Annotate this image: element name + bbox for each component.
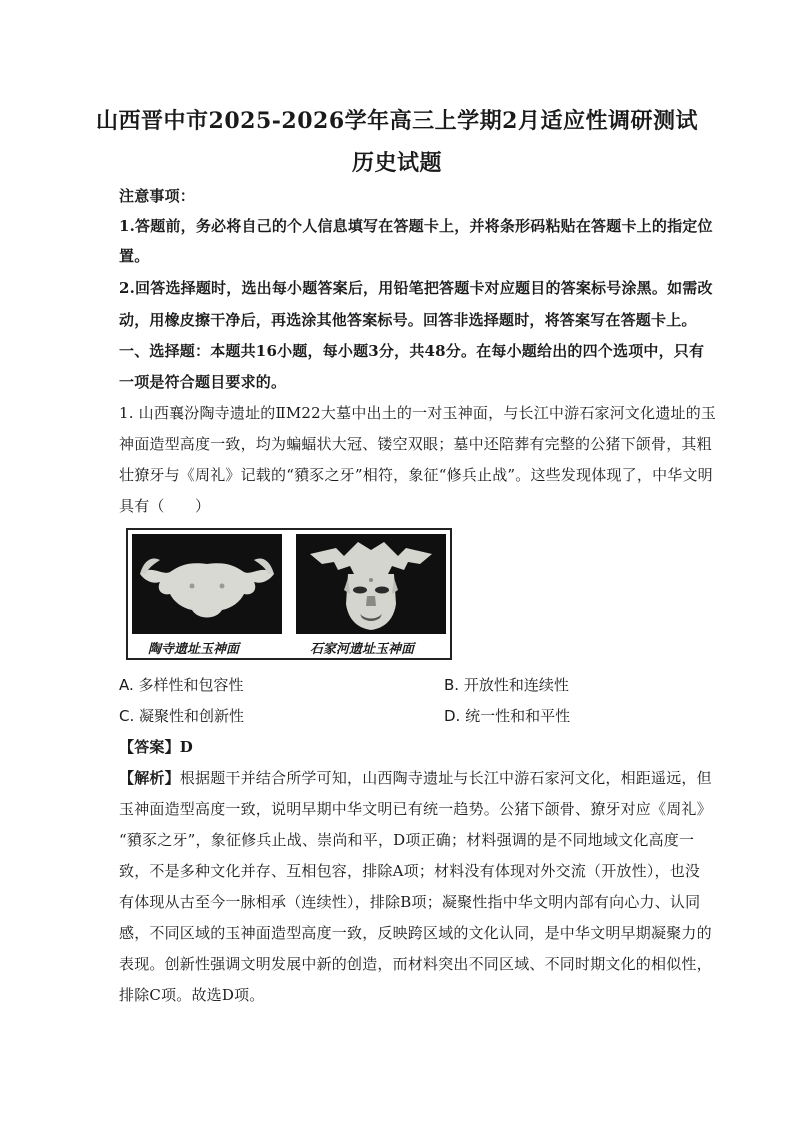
analysis-line-7: 表现。创新性强调文明发展中新的创造，而材料突出不同区域、不同时期文化的相似性， bbox=[119, 955, 712, 973]
analysis-line-4: 致，不是多种文化并存、互相包容，排除A项；材料没有体现对外交流（开放性），也没 bbox=[119, 862, 701, 880]
analysis-line-1 bbox=[119, 768, 712, 788]
notice-item-2: 2.回答选择题时，选出每小题答案后，用铅笔把答题卡对应题目的答案标号涂黑。如需改 bbox=[119, 279, 713, 297]
analysis-line-2: 玉神面造型高度一致，说明早期中华文明已有统一趋势。公猪下颌骨、獠牙对应《周礼》 bbox=[119, 800, 712, 818]
figure-caption-left: 陶寺遗址玉神面 bbox=[148, 642, 240, 657]
analysis-line-8: 排除C项。故选D项。 bbox=[119, 986, 265, 1004]
analysis-label: 【解析】 bbox=[119, 769, 180, 787]
analysis-line-5: 有体现从古至今一脉相承（连续性），排除B项；凝聚性指中华文明内部有向心力、认同 bbox=[119, 893, 701, 911]
option-a: A. 多样性和包容性 bbox=[119, 676, 244, 694]
shijiahe-jade-mask-image bbox=[296, 534, 446, 634]
section-heading: 一、选择题：本题共16小题，每小题3分，共48分。在每小题给出的四个选项中，只有 bbox=[119, 342, 705, 360]
question-stem-line-1: 1. 山西襄汾陶寺遗址的ⅡM22大墓中出土的一对玉神面，与长江中游石家河文化遗址的玉 bbox=[119, 404, 717, 422]
question-stem-line-4: 具有（ ） bbox=[119, 497, 211, 515]
question-figure bbox=[126, 528, 452, 660]
taosi-jade-mask-image bbox=[132, 534, 282, 634]
notice-heading: 注意事项： bbox=[119, 187, 196, 205]
option-c: C. 凝聚性和创新性 bbox=[119, 707, 245, 725]
analysis-line-6: 感，不同区域的玉神面造型高度一致，反映跨区域的文化认同，是中华文明早期凝聚力的 bbox=[119, 924, 712, 942]
answer-text: 【答案】D bbox=[119, 738, 194, 756]
page-title: 山西晋中市2025-2026学年高三上学期2月适应性调研测试 bbox=[96, 108, 698, 134]
figure-caption-right: 石家河遗址玉神面 bbox=[310, 642, 415, 657]
answer-line bbox=[119, 737, 679, 757]
option-b: B. 开放性和连续性 bbox=[444, 676, 569, 694]
notice-item-2-cont: 动，用橡皮擦干净后，再选涂其他答案标号。回答非选择题时，将答案写在答题卡上。 bbox=[119, 311, 697, 329]
analysis-text-1: 根据题干并结合所学可知，山西陶寺遗址与长江中游石家河文化，相距遥远，但 bbox=[179, 769, 712, 787]
notice-item-1: 1.答题前，务必将自己的个人信息填写在答题卡上，并将条形码粘贴在答题卡上的指定位 bbox=[119, 217, 713, 235]
notice-item-1-cont: 置。 bbox=[119, 247, 150, 265]
option-d: D. 统一性和和平性 bbox=[444, 707, 571, 725]
analysis-line-3: “豶豕之牙”，象征修兵止战、崇尚和平，D项正确；材料强调的是不同地域文化高度一 bbox=[119, 831, 695, 849]
question-stem-line-3: 壮獠牙与《周礼》记载的“豶豕之牙”相符，象征“修兵止战”。这些发现体现了，中华文明 bbox=[119, 466, 713, 484]
page-subtitle: 历史试题 bbox=[351, 150, 442, 176]
section-heading-cont: 一项是符合题目要求的。 bbox=[119, 373, 287, 391]
question-stem-line-2: 神面造型高度一致，均为蝙蝠状大冠、镂空双眼；墓中还陪葬有完整的公猪下颌骨，其粗 bbox=[119, 435, 712, 453]
